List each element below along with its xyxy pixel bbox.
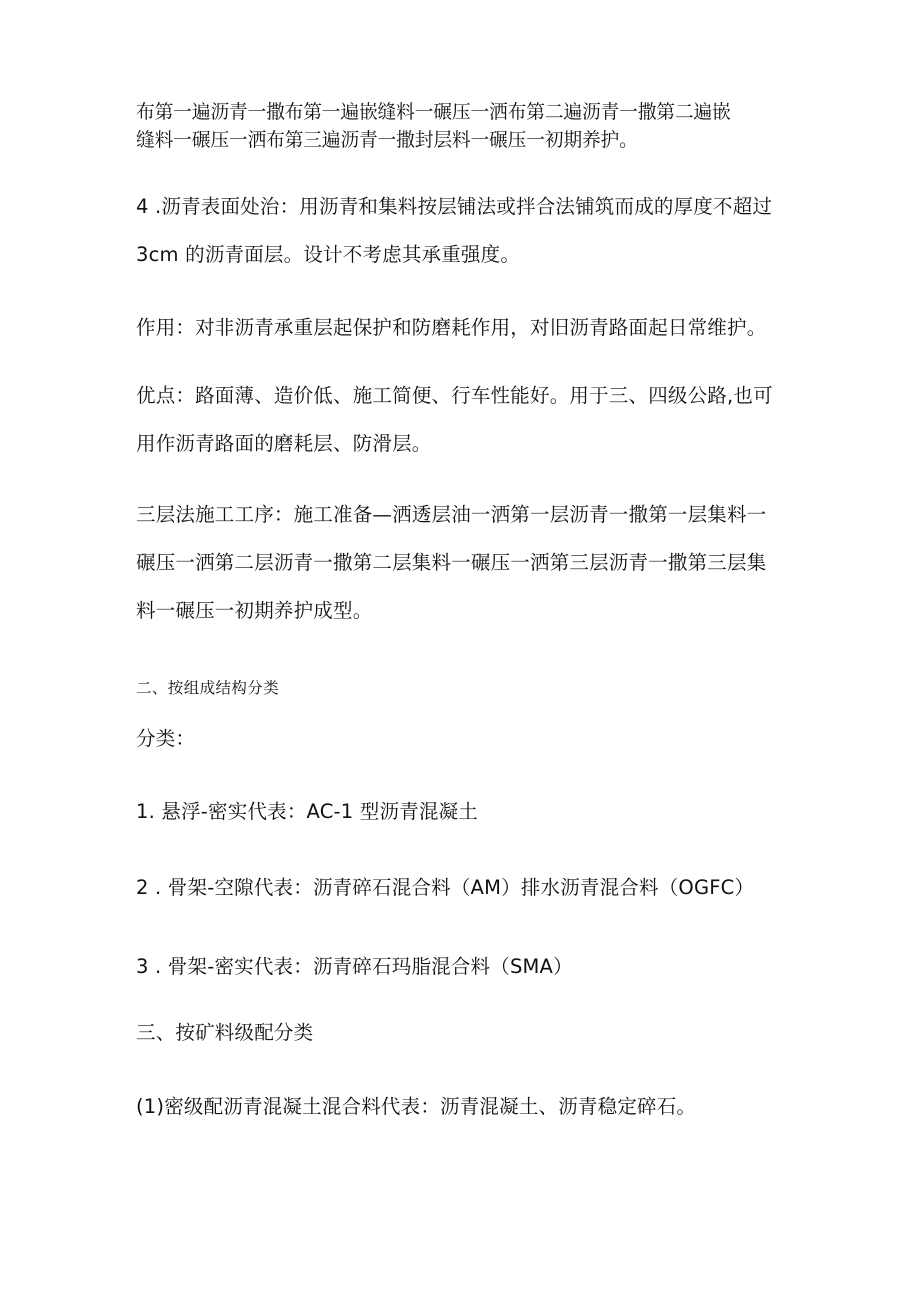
text-line: 优点：路面薄、造价低、施工简便、行车性能好。用于三、四级公路,也可 <box>136 384 773 407</box>
text-line: 碾压一洒第二层沥青一撒第二层集料一碾压一洒第三层沥青一撒第三层集 <box>136 551 767 574</box>
text-line: 分类： <box>136 727 196 750</box>
text-line: 3cm 的沥青面层。设计不考虑其承重强度。 <box>136 243 521 266</box>
text-line: 三层法施工工序：施工准备—洒透层油一洒第一层沥青一撒第一层集料一 <box>136 503 767 526</box>
text-line: 用作沥青路面的磨耗层、防滑层。 <box>136 432 432 455</box>
text-line: (1)密级配沥青混凝土混合料代表：沥青混凝土、沥青稳定碎石。 <box>136 1095 697 1118</box>
list-item: 1. 悬浮-密实代表：AC-1 型沥青混凝土 <box>136 800 478 823</box>
list-item: 3 . 骨架-密实代表：沥青碎石玛脂混合料（SMA） <box>136 955 573 978</box>
text-line: 作用：对非沥青承重层起保护和防磨耗作用，对旧沥青路面起日常维护。 <box>136 316 767 339</box>
text-line: 缝料一碾压一洒布第三遍沥青一撒封层料一碾压一初期养护。 <box>136 130 638 151</box>
section-heading: 二、按组成结构分类 <box>136 679 280 697</box>
list-item: 2 . 骨架-空隙代表：沥青碎石混合料（AM）排水沥青混合料（OGFC） <box>136 876 755 899</box>
section-heading: 三、按矿料级配分类 <box>136 1021 314 1044</box>
text-line: 4 .沥青表面处治：用沥青和集料按层铺法或拌合法铺筑而成的厚度不超过 <box>136 195 773 218</box>
text-line: 布第一遍沥青一撒布第一遍嵌缝料一碾压一洒布第二遍沥青一撒第二遍嵌 <box>136 102 731 123</box>
text-line: 料一碾压一初期养护成型。 <box>136 599 373 622</box>
